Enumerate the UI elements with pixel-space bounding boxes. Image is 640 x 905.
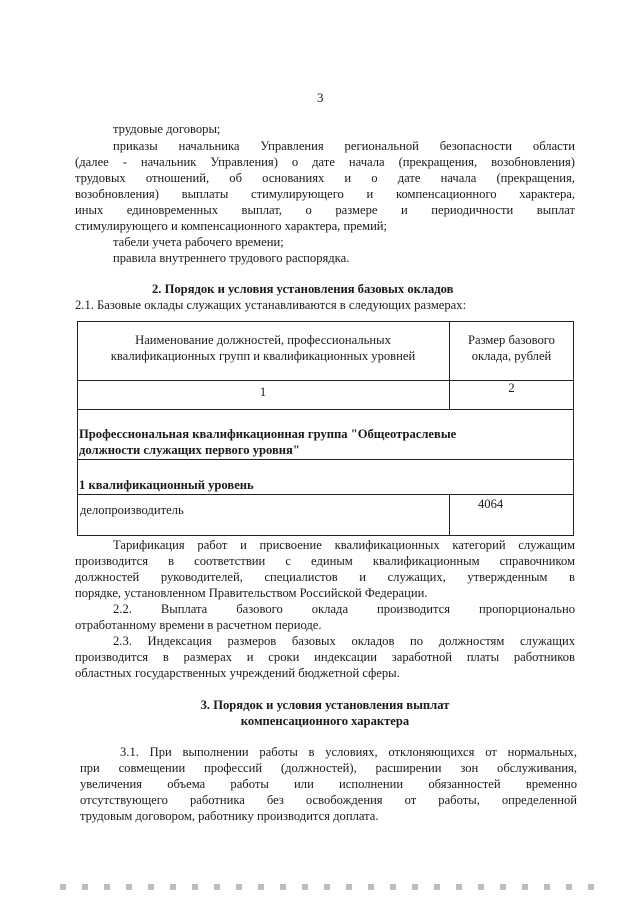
table-num-col2: 2 xyxy=(508,381,515,395)
table-col-divider xyxy=(449,494,450,536)
scan-artifacts xyxy=(60,884,600,890)
table-header-col1-line1: Наименование должностей, профессиональных xyxy=(135,333,391,347)
intro-line-5: возобновления) выплаты стимулирующего и компенсационного характера, xyxy=(75,187,575,201)
text-line: производится в размерах и сроки индексации заработной платы работников xyxy=(75,650,575,664)
table-border-top xyxy=(77,321,574,322)
section-3-line: увеличения объема работы или исполнении обязанностей временно xyxy=(80,777,577,791)
table-border-right xyxy=(573,321,574,536)
page-number: 3 xyxy=(317,90,324,105)
section-3-line: при совмещении профессий (должностей), расширении зон обслуживания, xyxy=(80,761,577,775)
table-border xyxy=(77,494,574,495)
text-line: порядке, установленном Правительством Российской Федерации. xyxy=(75,586,428,600)
text-line: 2.2. Выплата базового оклада производится пропорционально xyxy=(113,602,575,616)
section-3-heading-line2: компенсационного характера xyxy=(240,714,410,728)
section-3-line: отсутствующего работника без освобождения от работы, определенной xyxy=(80,793,577,807)
section-3-line: 3.1. При выполнении работы в условиях, отклоняющихся от нормальных, xyxy=(120,745,577,759)
table-border xyxy=(77,459,574,460)
intro-line-3: (далее - начальник Управления) о дате начала (прекращения, возобновления) xyxy=(75,155,575,169)
intro-line-7: стимулирующего и компенсационного характера, премий; xyxy=(75,219,388,233)
text-line: Тарификация работ и присвоение квалификационных категорий служащим xyxy=(113,538,575,552)
table-level: 1 квалификационный уровень xyxy=(79,478,254,492)
section-2-p1: 2.1. Базовые оклады служащих устанавливаются в следующих размерах: xyxy=(75,298,467,312)
table-header-col1-line2: квалификационных групп и квалификационных уровней xyxy=(110,349,416,363)
table-num-col1: 1 xyxy=(259,385,267,399)
table-group-line2: должности служащих первого уровня" xyxy=(79,443,300,457)
intro-line-6: иных единовременных выплат, о размере и периодичности выплат xyxy=(75,203,575,217)
text-line: должностей руководителей, специалистов и служащих, утвержденным в xyxy=(75,570,575,584)
table-group-line1: Профессиональная квалификационная группа "Общеотраслевые xyxy=(79,427,457,441)
section-3-line: трудовым договором, работнику производится доплата. xyxy=(80,809,379,823)
section-3-heading-line1: 3. Порядок и условия установления выплат xyxy=(200,698,450,712)
text-line: отработанному времени в расчетном периоде. xyxy=(75,618,322,632)
table-salary: 4064 xyxy=(478,497,504,511)
section-2-heading: 2. Порядок и условия установления базовых окладов xyxy=(152,282,454,296)
table-border-bottom xyxy=(77,535,574,536)
intro-line-8: табели учета рабочего времени; xyxy=(113,235,284,249)
table-border xyxy=(77,409,574,410)
intro-line-4: трудовых отношений, об основаниях и о дате начала (прекращения, xyxy=(75,171,575,185)
text-line: производится в соответствии с единым квалификационным справочником xyxy=(75,554,575,568)
table-position: делопроизводитель xyxy=(80,503,184,517)
intro-line-2: приказы начальника Управления региональной безопасности области xyxy=(113,139,575,153)
table-header-col2-line2: оклада, рублей xyxy=(471,349,552,363)
intro-line-1: трудовые договоры; xyxy=(113,122,221,136)
text-line: областных государственных учреждений бюджетной сферы. xyxy=(75,666,400,680)
table-header-col2-line1: Размер базового xyxy=(468,333,555,347)
text-line: 2.3. Индексация размеров базовых окладов по должностям служащих xyxy=(113,634,575,648)
intro-line-9: правила внутреннего трудового распорядка. xyxy=(113,251,350,265)
